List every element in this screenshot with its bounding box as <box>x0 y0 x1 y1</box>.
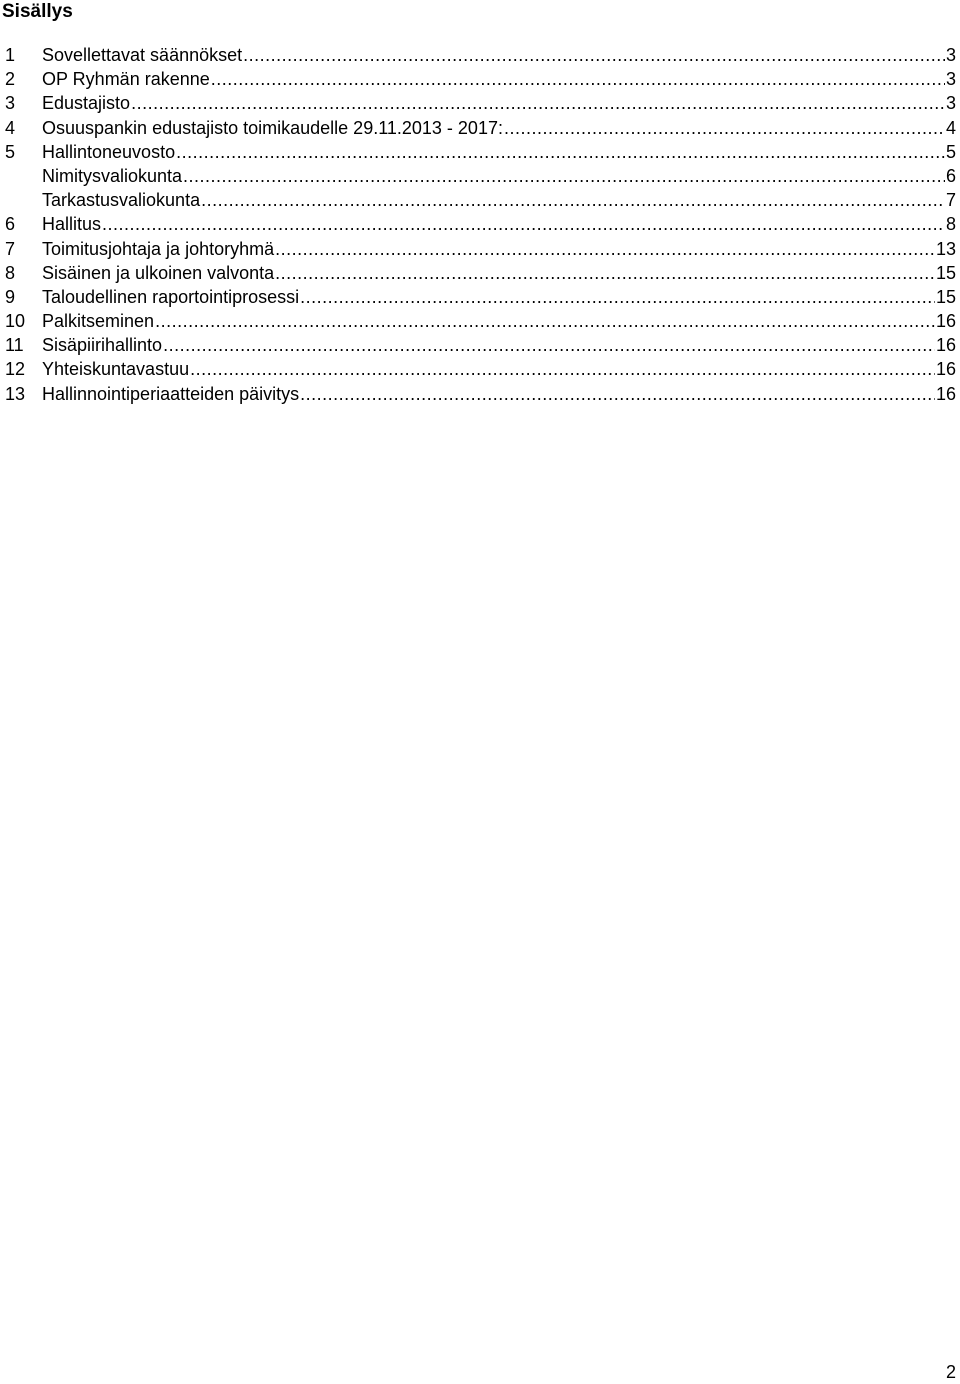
toc-entry-label[interactable]: Hallintoneuvosto <box>42 141 176 162</box>
toc-entry-number: 10 <box>5 311 26 332</box>
toc-dot-leader <box>176 140 945 164</box>
toc-dot-leader <box>243 43 945 67</box>
toc-entry-page[interactable]: 16 <box>935 311 956 332</box>
toc-entry-label[interactable]: Toimitusjohtaja ja johtoryhmä <box>42 238 275 259</box>
toc-entry-label[interactable]: Hallitus <box>42 214 102 235</box>
toc-entry-label[interactable]: Sisäpiirihallinto <box>42 335 163 356</box>
toc-entry-number: 13 <box>5 383 26 404</box>
toc-entry[interactable] <box>0 116 956 140</box>
toc-entry-label[interactable]: OP Ryhmän rakenne <box>42 69 210 90</box>
toc-entry-number: 6 <box>5 214 16 235</box>
toc-entry[interactable] <box>0 140 956 164</box>
toc-dot-leader <box>102 212 945 236</box>
toc-subentry[interactable] <box>0 164 956 188</box>
toc-entry-page[interactable]: 15 <box>935 262 956 283</box>
toc-entry[interactable] <box>0 261 956 285</box>
toc-dot-leader <box>211 67 945 91</box>
toc-entry-label[interactable]: Osuuspankin edustajisto toimikaudelle 29.11.2013 - 2017: <box>42 117 503 138</box>
toc-entry-number: 3 <box>5 93 16 114</box>
toc-list <box>0 43 956 406</box>
toc-entry[interactable] <box>0 382 956 406</box>
toc-entry-page[interactable]: 7 <box>945 190 956 211</box>
toc-entry-page[interactable]: 15 <box>935 286 956 307</box>
toc-entry-number: 12 <box>5 359 26 380</box>
toc-entry-number: 7 <box>5 238 16 259</box>
toc-entry-page[interactable]: 3 <box>945 45 956 65</box>
toc-entry[interactable] <box>0 357 956 381</box>
toc-dot-leader <box>190 357 935 381</box>
toc-entry[interactable] <box>0 309 956 333</box>
toc-dot-leader <box>275 237 935 261</box>
toc-dot-leader <box>201 188 945 212</box>
toc-entry-page[interactable]: 16 <box>935 383 956 404</box>
toc-entry[interactable] <box>0 43 956 67</box>
toc-entry[interactable] <box>0 285 956 309</box>
toc-entry-number: 8 <box>5 262 16 283</box>
toc-entry-number: 1 <box>5 45 16 65</box>
toc-entry-label[interactable]: Sovellettavat säännökset <box>42 45 243 65</box>
toc-heading: Sisällys <box>2 1 73 22</box>
toc-entry[interactable] <box>0 237 956 261</box>
toc-entry-number: 5 <box>5 141 16 162</box>
toc-entry-label[interactable]: Tarkastusvaliokunta <box>42 190 201 211</box>
toc-dot-leader <box>504 116 945 140</box>
toc-entry-number: 11 <box>5 335 24 356</box>
toc-entry-label[interactable]: Yhteiskuntavastuu <box>42 359 190 380</box>
toc-entry-page[interactable]: 6 <box>945 165 956 186</box>
toc-entry-page[interactable]: 8 <box>945 214 956 235</box>
toc-entry-label[interactable]: Hallinnointiperiaatteiden päivitys <box>42 383 300 404</box>
toc-entry-page[interactable]: 16 <box>935 359 956 380</box>
toc-entry-page[interactable]: 5 <box>945 141 956 162</box>
toc-entry-number: 9 <box>5 286 16 307</box>
toc-dot-leader <box>300 285 935 309</box>
toc-entry-label[interactable]: Edustajisto <box>42 93 131 114</box>
toc-dot-leader <box>163 333 935 357</box>
toc-entry-label[interactable]: Palkitseminen <box>42 311 155 332</box>
toc-entry-page[interactable]: 3 <box>945 69 956 90</box>
toc-entry-label[interactable]: Sisäinen ja ulkoinen valvonta <box>42 262 275 283</box>
toc-subentry[interactable] <box>0 188 956 212</box>
toc-entry[interactable] <box>0 67 956 91</box>
toc-dot-leader <box>155 309 935 333</box>
toc-entry-page[interactable]: 3 <box>945 93 956 114</box>
toc-entry-label[interactable]: Nimitysvaliokunta <box>42 165 183 186</box>
toc-entry-number: 4 <box>5 117 16 138</box>
toc-dot-leader <box>131 91 945 115</box>
toc-entry[interactable] <box>0 91 956 115</box>
page-number: 2 <box>945 1362 956 1382</box>
toc-entry-page[interactable]: 4 <box>945 117 956 138</box>
toc-dot-leader <box>275 261 935 285</box>
toc-entry-page[interactable]: 13 <box>935 238 956 259</box>
toc-entry[interactable] <box>0 333 956 357</box>
toc-dot-leader <box>300 382 935 406</box>
toc-entry-label[interactable]: Taloudellinen raportointiprosessi <box>42 286 300 307</box>
toc-entry[interactable] <box>0 212 956 236</box>
toc-entry-page[interactable]: 16 <box>935 335 956 356</box>
toc-dot-leader <box>183 164 945 188</box>
toc-entry-number: 2 <box>5 69 16 90</box>
